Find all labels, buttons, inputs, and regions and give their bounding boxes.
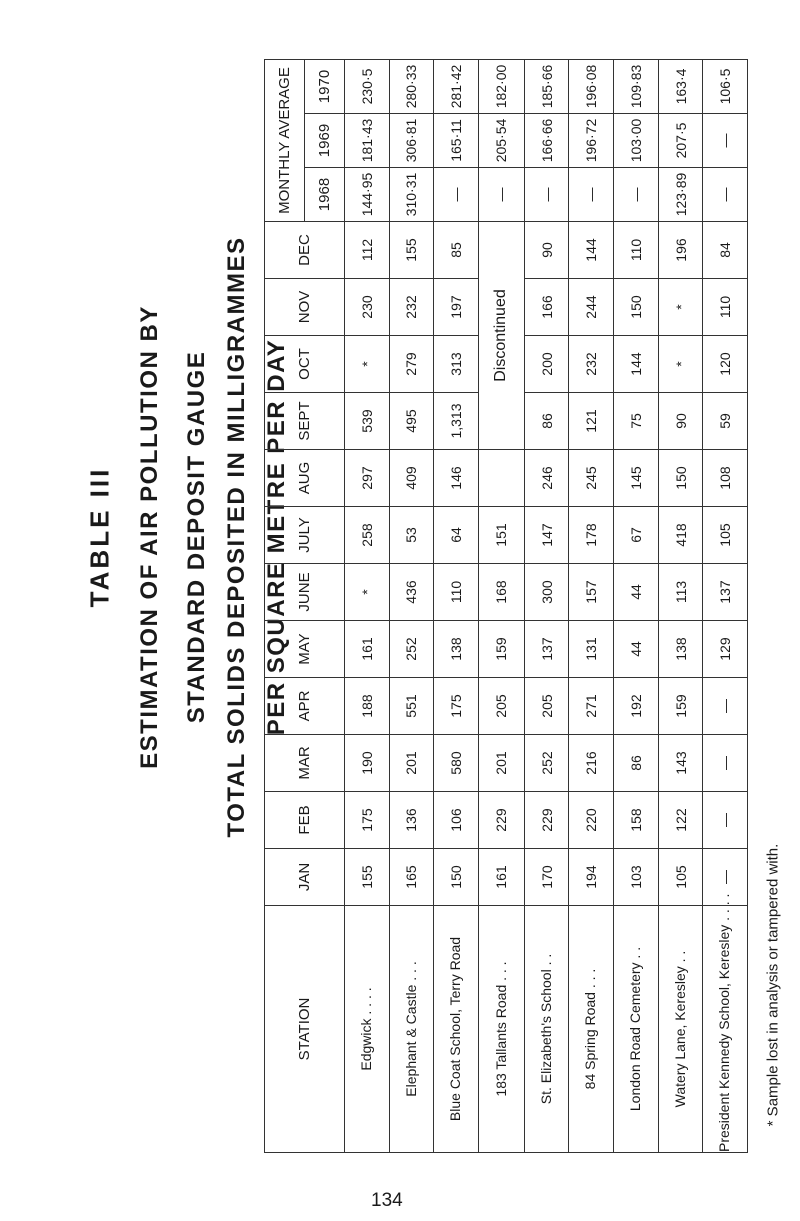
- cell-feb: 158: [614, 792, 659, 849]
- cell-may: 252: [389, 621, 434, 678]
- table-row: [614, 59, 659, 1152]
- cell-sept: 1,313: [434, 393, 479, 450]
- cell-jan: 150: [434, 849, 479, 906]
- table-row: [434, 59, 479, 1152]
- cell-nov: 244: [569, 279, 614, 336]
- cell-july: 151: [478, 507, 524, 564]
- monthly-average-header: MONTHLY AVERAGE: [265, 59, 305, 221]
- cell-apr: —: [703, 678, 748, 735]
- cell-dec: 90: [524, 222, 569, 279]
- cell-apr: 271: [569, 678, 614, 735]
- cell-y1968: —: [569, 168, 614, 222]
- cell-jan: 170: [524, 849, 569, 906]
- month-header: APR: [265, 678, 345, 735]
- cell-may: 138: [658, 621, 703, 678]
- station-name: Blue Coat School, Terry Road: [434, 906, 479, 1153]
- discontinued-label: Discontinued: [478, 222, 524, 450]
- cell-y1968: 144·95: [345, 168, 390, 222]
- cell-aug: 245: [569, 450, 614, 507]
- table-title-line-4: PER SQUARE METRE PER DAY: [263, 338, 290, 736]
- cell-feb: 220: [569, 792, 614, 849]
- cell-dec: 196: [658, 222, 703, 279]
- cell-mar: 143: [658, 735, 703, 792]
- cell-y1968: —: [524, 168, 569, 222]
- cell-july: 178: [569, 507, 614, 564]
- table-row: [524, 59, 569, 1152]
- cell-sept: 59: [703, 393, 748, 450]
- cell-apr: 205: [478, 678, 524, 735]
- cell-nov: 166: [524, 279, 569, 336]
- cell-july: 147: [524, 507, 569, 564]
- cell-y1968: —: [614, 168, 659, 222]
- cell-y1969: 207·5: [658, 114, 703, 168]
- page-number: 134: [371, 1190, 403, 1211]
- cell-may: 159: [478, 621, 524, 678]
- cell-mar: 201: [478, 735, 524, 792]
- station-name: 183 Tallants Road . . .: [478, 906, 524, 1153]
- cell-sept: 539: [345, 393, 390, 450]
- cell-feb: 122: [658, 792, 703, 849]
- cell-y1969: 181·43: [345, 114, 390, 168]
- cell-oct: 144: [614, 336, 659, 393]
- cell-y1969: 165·11: [434, 114, 479, 168]
- cell-jan: 165: [389, 849, 434, 906]
- cell-july: 53: [389, 507, 434, 564]
- month-header: JAN: [265, 849, 345, 906]
- cell-aug: 146: [434, 450, 479, 507]
- table-row: [345, 59, 390, 1152]
- table-row: [658, 59, 703, 1152]
- year-header: 1968: [305, 168, 345, 222]
- cell-aug: 145: [614, 450, 659, 507]
- month-header: JULY: [265, 507, 345, 564]
- station-name: Elephant & Castle . . .: [389, 906, 434, 1153]
- table-row: [569, 59, 614, 1152]
- cell-y1968: 123·89: [658, 168, 703, 222]
- cell-feb: 229: [524, 792, 569, 849]
- cell-dec: 85: [434, 222, 479, 279]
- cell-dec: 84: [703, 222, 748, 279]
- cell-july: 64: [434, 507, 479, 564]
- year-header: 1970: [305, 59, 345, 113]
- cell-jan: —: [703, 849, 748, 906]
- cell-sept: 86: [524, 393, 569, 450]
- cell-june: 44: [614, 564, 659, 621]
- month-header: SEPT: [265, 393, 345, 450]
- cell-y1970: 230·5: [345, 59, 390, 113]
- cell-july: 67: [614, 507, 659, 564]
- cell-sept: 90: [658, 393, 703, 450]
- cell-nov: 150: [614, 279, 659, 336]
- cell-nov: 197: [434, 279, 479, 336]
- cell-feb: 136: [389, 792, 434, 849]
- cell-oct: 200: [524, 336, 569, 393]
- cell-y1968: —: [478, 168, 524, 222]
- cell-apr: 175: [434, 678, 479, 735]
- cell-feb: 106: [434, 792, 479, 849]
- month-header: NOV: [265, 279, 345, 336]
- cell-july: 418: [658, 507, 703, 564]
- cell-apr: 192: [614, 678, 659, 735]
- cell-mar: —: [703, 735, 748, 792]
- cell-apr: 551: [389, 678, 434, 735]
- cell-y1970: 182·00: [478, 59, 524, 113]
- cell-jan: 194: [569, 849, 614, 906]
- cell-y1970: 280·33: [389, 59, 434, 113]
- table-number: TABLE III: [84, 466, 115, 608]
- cell-june: 436: [389, 564, 434, 621]
- year-header: 1969: [305, 114, 345, 168]
- cell-sept: 75: [614, 393, 659, 450]
- table-row: [478, 59, 524, 1152]
- cell-nov: *: [658, 279, 703, 336]
- month-header: DEC: [265, 222, 345, 279]
- cell-oct: 279: [389, 336, 434, 393]
- cell-y1968: 310·31: [389, 168, 434, 222]
- cell-june: 137: [703, 564, 748, 621]
- cell-sept: 121: [569, 393, 614, 450]
- station-name: Watery Lane, Keresley . .: [658, 906, 703, 1153]
- cell-oct: *: [658, 336, 703, 393]
- station-name: 84 Spring Road . . .: [569, 906, 614, 1153]
- pollution-table: [264, 59, 748, 1153]
- table-title-line-3: TOTAL SOLIDS DEPOSITED IN MILLIGRAMMES: [223, 236, 250, 838]
- cell-oct: *: [345, 336, 390, 393]
- month-header: MAY: [265, 621, 345, 678]
- station-name: Edgwick . . . .: [345, 906, 390, 1153]
- cell-june: 168: [478, 564, 524, 621]
- cell-y1970: 163·4: [658, 59, 703, 113]
- cell-y1968: —: [703, 168, 748, 222]
- cell-dec: 155: [389, 222, 434, 279]
- cell-may: 137: [524, 621, 569, 678]
- month-header: AUG: [265, 450, 345, 507]
- cell-aug: 246: [524, 450, 569, 507]
- cell-mar: 252: [524, 735, 569, 792]
- month-header: OCT: [265, 336, 345, 393]
- cell-mar: 201: [389, 735, 434, 792]
- cell-nov: 230: [345, 279, 390, 336]
- cell-may: 138: [434, 621, 479, 678]
- cell-mar: 86: [614, 735, 659, 792]
- table-row: [703, 59, 748, 1152]
- cell-y1969: 205·54: [478, 114, 524, 168]
- cell-oct: 120: [703, 336, 748, 393]
- cell-mar: 190: [345, 735, 390, 792]
- cell-jan: 103: [614, 849, 659, 906]
- cell-y1970: 185·66: [524, 59, 569, 113]
- cell-june: 300: [524, 564, 569, 621]
- cell-y1969: —: [703, 114, 748, 168]
- cell-feb: 229: [478, 792, 524, 849]
- cell-july: 258: [345, 507, 390, 564]
- footnote: * Sample lost in analysis or tampered with.: [764, 843, 782, 1127]
- cell-jan: 105: [658, 849, 703, 906]
- cell-mar: 216: [569, 735, 614, 792]
- table-title-line-2: STANDARD DEPOSIT GAUGE: [183, 350, 210, 724]
- cell-dec: 110: [614, 222, 659, 279]
- cell-empty: [478, 450, 524, 507]
- month-header: FEB: [265, 792, 345, 849]
- cell-may: 44: [614, 621, 659, 678]
- cell-apr: 159: [658, 678, 703, 735]
- cell-may: 161: [345, 621, 390, 678]
- cell-y1970: 106·5: [703, 59, 748, 113]
- cell-nov: 232: [389, 279, 434, 336]
- cell-nov: 110: [703, 279, 748, 336]
- cell-mar: 580: [434, 735, 479, 792]
- cell-dec: 144: [569, 222, 614, 279]
- pollution-table-container: [264, 60, 748, 1153]
- cell-dec: 112: [345, 222, 390, 279]
- cell-aug: 297: [345, 450, 390, 507]
- cell-june: *: [345, 564, 390, 621]
- cell-oct: 232: [569, 336, 614, 393]
- cell-y1970: 196·08: [569, 59, 614, 113]
- month-header: JUNE: [265, 564, 345, 621]
- cell-apr: 205: [524, 678, 569, 735]
- cell-aug: 150: [658, 450, 703, 507]
- cell-y1970: 109·83: [614, 59, 659, 113]
- cell-june: 113: [658, 564, 703, 621]
- station-name: President Kennedy School, Keresley . . . .: [703, 906, 748, 1153]
- cell-jan: 155: [345, 849, 390, 906]
- cell-y1970: 281·42: [434, 59, 479, 113]
- cell-y1969: 166·66: [524, 114, 569, 168]
- cell-y1968: —: [434, 168, 479, 222]
- header-row-1: [265, 59, 305, 1152]
- cell-feb: —: [703, 792, 748, 849]
- cell-y1969: 103·00: [614, 114, 659, 168]
- table-row: [389, 59, 434, 1152]
- cell-jan: 161: [478, 849, 524, 906]
- table-title-line-1: ESTIMATION OF AIR POLLUTION BY: [136, 305, 163, 769]
- cell-sept: 495: [389, 393, 434, 450]
- station-name: St. Elizabeth's School . .: [524, 906, 569, 1153]
- cell-june: 157: [569, 564, 614, 621]
- cell-may: 131: [569, 621, 614, 678]
- cell-may: 129: [703, 621, 748, 678]
- cell-june: 110: [434, 564, 479, 621]
- cell-aug: 409: [389, 450, 434, 507]
- cell-apr: 188: [345, 678, 390, 735]
- cell-oct: 313: [434, 336, 479, 393]
- station-header: STATION: [265, 906, 345, 1153]
- cell-aug: 108: [703, 450, 748, 507]
- station-name: London Road Cemetery . .: [614, 906, 659, 1153]
- cell-july: 105: [703, 507, 748, 564]
- cell-y1969: 196·72: [569, 114, 614, 168]
- cell-feb: 175: [345, 792, 390, 849]
- month-header: MAR: [265, 735, 345, 792]
- cell-y1969: 306·81: [389, 114, 434, 168]
